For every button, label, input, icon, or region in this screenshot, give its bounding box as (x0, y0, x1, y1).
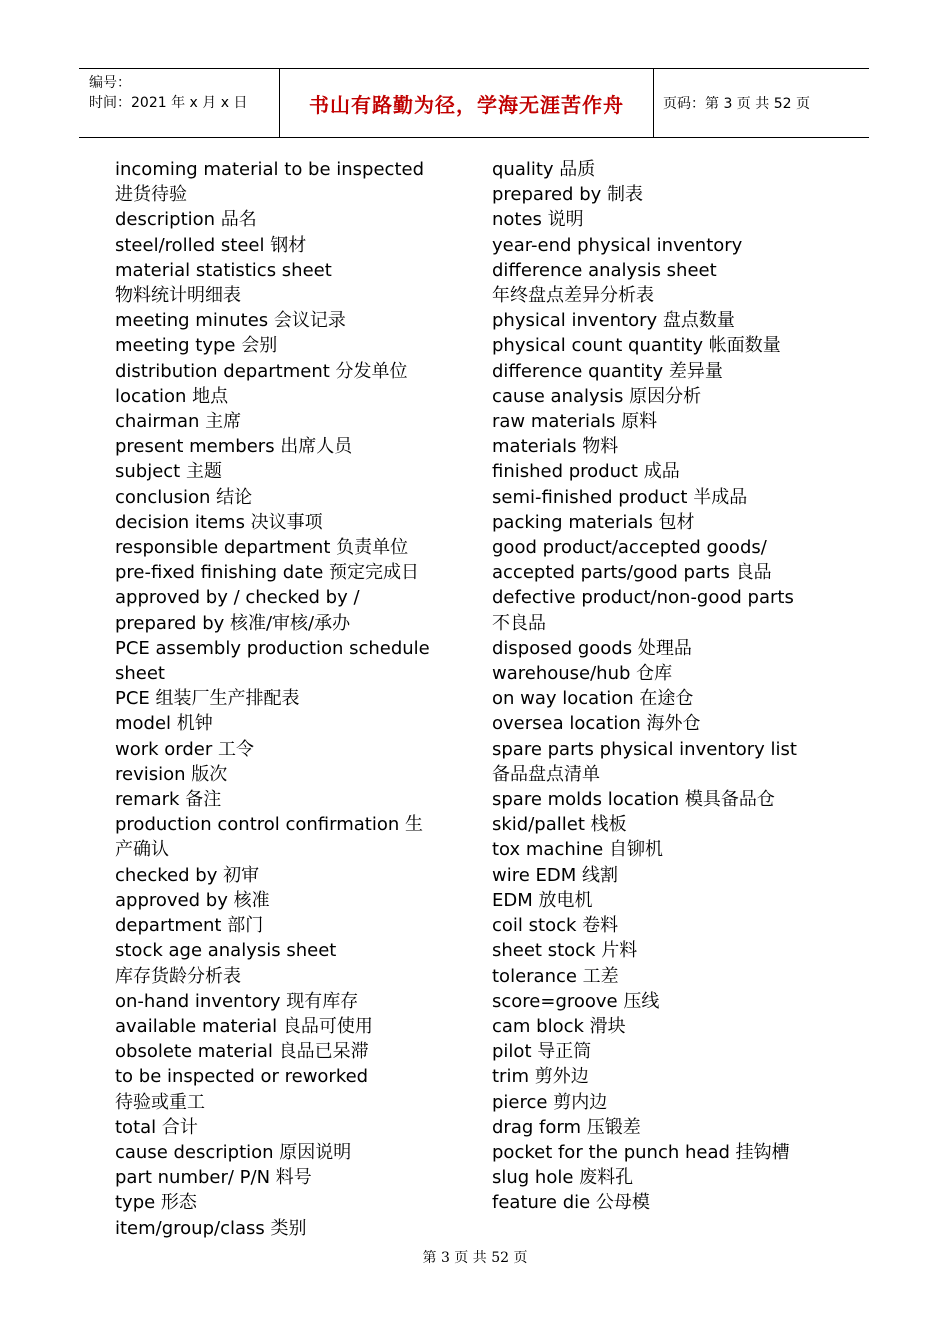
glossary-line: drag form 压锻差 (492, 1116, 641, 1138)
glossary-line: finished product 成品 (492, 461, 680, 483)
glossary-line: available material 良品可使用 (115, 1015, 373, 1037)
glossary-line: skid/pallet 栈板 (492, 814, 627, 836)
glossary-line: chairman 主席 (115, 411, 242, 433)
glossary-line: cam block 滑块 (492, 1015, 626, 1037)
glossary-line: wire EDM 线割 (492, 864, 619, 886)
glossary-line: tolerance 工差 (492, 965, 619, 987)
glossary-line: PCE assembly production schedule (115, 637, 430, 659)
glossary-line: 待验或重工 (115, 1091, 205, 1113)
glossary-line: notes 说明 (492, 209, 584, 231)
glossary-line: physical inventory 盘点数量 (492, 310, 735, 332)
glossary-line: department 部门 (115, 915, 264, 937)
glossary-line: spare parts physical inventory list (492, 738, 797, 760)
glossary-line: model 机钟 (115, 713, 213, 735)
glossary-line: slug hole 废料孔 (492, 1167, 634, 1189)
glossary-line: total 合计 (115, 1116, 198, 1138)
glossary-line: stock age analysis sheet (115, 940, 337, 962)
glossary-line: sheet (115, 663, 165, 685)
glossary-line: approved by / checked by / (115, 587, 360, 609)
glossary-line: coil stock 卷料 (492, 915, 619, 937)
glossary-line: description 品名 (115, 209, 257, 231)
glossary-line: pocket for the punch head 挂钩槽 (492, 1141, 790, 1163)
glossary-line: sheet stock 片料 (492, 940, 638, 962)
glossary-line: on-hand inventory 现有库存 (115, 990, 359, 1012)
glossary-line: warehouse/hub 仓库 (492, 663, 673, 685)
page-footer: 第 3 页 共 52 页 (422, 1250, 528, 1266)
glossary-line: distribution department 分发单位 (115, 360, 408, 382)
glossary-line: oversea location 海外仓 (492, 713, 701, 735)
glossary-line: EDM 放电机 (492, 889, 593, 911)
glossary-line: PCE 组装厂生产排配表 (115, 688, 300, 710)
glossary-line: approved by 核准 (115, 889, 270, 911)
glossary-line: 备品盘点清单 (492, 763, 600, 785)
glossary-line: present members 出席人员 (115, 436, 353, 458)
doc-number-label: 编号： (89, 75, 131, 91)
glossary-line: 进货待验 (115, 184, 187, 206)
glossary-line: subject 主题 (115, 461, 222, 483)
glossary-line: disposed goods 处理品 (492, 637, 692, 659)
glossary-line: prepared by 核准/审核/承办 (115, 612, 351, 634)
date-label: 时间：2021 年 x 月 x 日 (89, 95, 248, 111)
glossary-line: responsible department 负责单位 (115, 537, 409, 559)
glossary-right-column (492, 157, 832, 1216)
header-info-cell (79, 69, 280, 137)
glossary-line: decision items 决议事项 (115, 511, 323, 533)
glossary-line: remark 备注 (115, 789, 222, 811)
glossary-line: steel/rolled steel 钢材 (115, 234, 307, 256)
glossary-line: trim 剪外边 (492, 1066, 589, 1088)
glossary-line: location 地点 (115, 385, 229, 407)
glossary-line: pierce 剪内边 (492, 1091, 608, 1113)
glossary-line: difference analysis sheet (492, 259, 717, 281)
glossary-line: work order 工令 (115, 738, 254, 760)
glossary-line: packing materials 包材 (492, 511, 695, 533)
header-slogan: 书山有路勤为径，学海无涯苦作舟 (280, 69, 654, 137)
glossary-line: incoming material to be inspected (115, 159, 425, 180)
glossary-line: cause description 原因说明 (115, 1141, 352, 1163)
glossary-line: part number/ P/N 料号 (115, 1167, 312, 1189)
glossary-line: accepted parts/good parts 良品 (492, 562, 772, 584)
glossary-line: prepared by 制表 (492, 184, 643, 206)
glossary-line: pre-fixed finishing date 预定完成日 (115, 562, 420, 584)
glossary-line: 库存货龄分析表 (115, 965, 241, 987)
glossary-line: obsolete material 良品已呆滞 (115, 1041, 369, 1063)
glossary-line: on way location 在途仓 (492, 688, 694, 710)
glossary-line: materials 物料 (492, 436, 619, 458)
glossary-line: type 形态 (115, 1192, 197, 1214)
glossary-line: spare molds location 模具备品仓 (492, 789, 775, 811)
glossary-line: pilot 导正筒 (492, 1041, 592, 1063)
glossary-line: cause analysis 原因分析 (492, 385, 702, 407)
glossary-line: checked by 初审 (115, 864, 260, 886)
glossary-line: meeting type 会别 (115, 335, 278, 357)
glossary-line: item/group/class 类别 (115, 1217, 307, 1239)
glossary-line: revision 版次 (115, 763, 228, 785)
glossary-line: 物料统计明细表 (115, 285, 241, 307)
glossary-line: 年终盘点差异分析表 (492, 285, 654, 307)
glossary-line: defective product/non-good parts (492, 587, 794, 609)
header-page-info: 页码：第 3 页 共 52 页 (663, 96, 810, 112)
glossary-line: good product/accepted goods/ (492, 537, 767, 559)
glossary-line: feature die 公母模 (492, 1192, 650, 1214)
glossary-line: tox machine 自铆机 (492, 839, 663, 861)
glossary-line: quality 品质 (492, 159, 596, 180)
glossary-left-column (115, 157, 460, 1241)
glossary-line: difference quantity 差异量 (492, 360, 723, 382)
glossary-line: material statistics sheet (115, 259, 332, 281)
glossary-line: semi-finished product 半成品 (492, 486, 748, 508)
glossary-line: year-end physical inventory (492, 234, 743, 256)
page-header (79, 68, 869, 138)
glossary-line: conclusion 结论 (115, 486, 253, 508)
glossary-line: production control confirmation 生 (115, 814, 423, 836)
glossary-line: physical count quantity 帐面数量 (492, 335, 781, 357)
glossary-line: to be inspected or reworked (115, 1066, 369, 1088)
glossary-line: meeting minutes 会议记录 (115, 310, 346, 332)
glossary-line: 产确认 (115, 839, 169, 861)
glossary-line: score=groove 压线 (492, 990, 660, 1012)
glossary-line: raw materials 原料 (492, 411, 658, 433)
glossary-line: 不良品 (492, 612, 546, 634)
